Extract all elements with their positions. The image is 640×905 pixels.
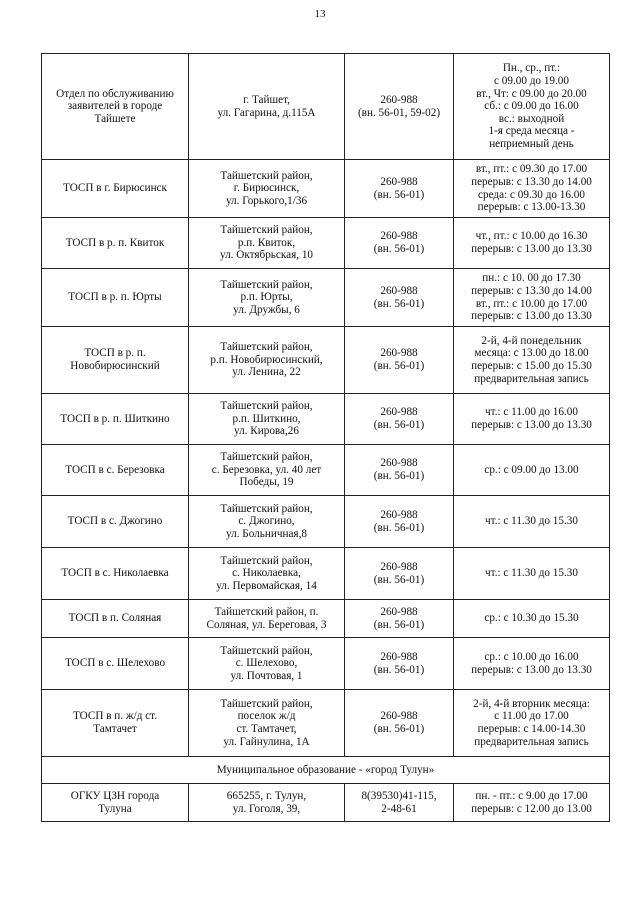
address-cell — [189, 54, 345, 160]
office-name-cell-line: ТОСП в с. Джогино — [67, 515, 163, 528]
office-name-cell — [42, 160, 189, 218]
hours-cell-line: ср.: с 10.00 до 16.00 — [484, 650, 579, 663]
office-name-cell — [42, 394, 189, 445]
hours-cell-line: среда: с 09.30 до 16.00 — [478, 188, 585, 201]
address-cell-line: с. Шелехово, — [235, 657, 298, 670]
address-cell — [189, 600, 345, 638]
phone-cell-line: 260-988 — [380, 93, 418, 106]
phone-cell — [345, 548, 454, 600]
address-cell-line: Тайшетский район, — [220, 169, 313, 182]
phone-cell-line: 260-988 — [380, 230, 418, 243]
office-name-cell-line: ТОСП в р. п. Квиток — [65, 236, 165, 249]
phone-cell — [345, 218, 454, 269]
phone-cell-line: 2-48-61 — [381, 802, 417, 815]
hours-cell-line: с 11.00 до 17.00 — [494, 710, 569, 723]
hours-cell — [454, 394, 610, 445]
table-row — [42, 548, 610, 600]
office-name-cell — [42, 548, 189, 600]
hours-cell — [454, 327, 610, 394]
hours-cell-line: перерыв: с 13.30 до 14.00 — [471, 284, 592, 297]
address-cell-line: ул. Кирова,26 — [234, 425, 299, 438]
address-cell-line: ул. Октябрьская, 10 — [219, 249, 314, 262]
phone-cell — [345, 690, 454, 757]
hours-cell — [454, 160, 610, 218]
office-name-cell — [42, 496, 189, 548]
address-cell — [189, 548, 345, 600]
table-row — [42, 269, 610, 327]
address-cell-line: поселок ж/д — [237, 710, 296, 723]
address-cell-line: Тайшетский район, — [220, 502, 313, 515]
hours-cell-line: ср.: с 09.00 до 13.00 — [484, 463, 579, 476]
hours-cell — [454, 54, 610, 160]
phone-cell-line: 260-988 — [380, 406, 418, 419]
table-row — [42, 638, 610, 690]
address-cell-line: Тайшетский район, — [220, 554, 313, 567]
phone-cell-line: (вн. 56-01) — [373, 573, 425, 586]
hours-cell-line: предварительная запись — [474, 372, 589, 385]
address-cell-line: ул. Горького,1/36 — [225, 194, 308, 207]
office-name-cell — [42, 445, 189, 496]
office-name-cell-line: ТОСП в р. п. Шиткино — [60, 412, 170, 425]
phone-cell-line: 260-988 — [380, 508, 418, 521]
address-cell — [189, 638, 345, 690]
address-cell — [189, 445, 345, 496]
hours-cell-line: вт., пт.: с 09.30 до 17.00 — [475, 163, 588, 176]
office-name-cell-line: ТОСП в п. ж/д ст. — [72, 710, 158, 723]
phone-cell-line: (вн. 56-01) — [373, 360, 425, 372]
hours-cell-line: перерыв: с 15.00 до 15.30 — [471, 360, 592, 372]
office-name-cell-line: Тайшете — [94, 112, 136, 125]
phone-cell — [345, 54, 454, 160]
table-row — [42, 218, 610, 269]
phone-cell-line: 260-988 — [380, 560, 418, 573]
address-cell-line: Тайшетский район, — [220, 278, 313, 291]
office-name-cell — [42, 269, 189, 327]
phone-cell-line: 8(39530)41-115, — [361, 789, 437, 802]
phone-cell-line: (вн. 56-01) — [373, 419, 425, 431]
hours-cell-line: вт., Чт: с 09.00 до 20.00 — [476, 87, 587, 100]
office-name-cell-line: ТОСП в г. Бирюсинск — [63, 182, 167, 195]
table-row — [42, 160, 610, 218]
office-name-cell-line: ТОСП в с. Шелехово — [64, 657, 166, 670]
address-cell-line: р.п. Новобирюсинский, — [210, 353, 323, 366]
address-cell-line: с. Березовка, ул. 40 лет — [211, 463, 322, 476]
office-name-cell-line: ОГКУ ЦЗН города — [70, 789, 160, 802]
phone-cell-line: 260-988 — [380, 175, 418, 188]
phone-cell — [345, 600, 454, 638]
phone-cell-line: 260-988 — [380, 710, 418, 723]
phone-cell-line: 260-988 — [380, 347, 418, 360]
address-cell — [189, 394, 345, 445]
office-name-cell-line: Тамтачет — [93, 723, 137, 735]
address-cell — [189, 496, 345, 548]
hours-cell-line: с 09.00 до 19.00 — [494, 75, 569, 88]
hours-cell-line: перерыв: с 13.00 до 13.30 — [471, 310, 592, 323]
phone-cell-line: (вн. 56-01) — [373, 521, 425, 534]
hours-cell-line: вт., пт.: с 10.00 до 17.00 — [475, 297, 588, 310]
section-header-row — [42, 757, 610, 784]
office-name-cell-line: Тулуна — [98, 802, 132, 815]
hours-cell-line: перерыв: с 13.00 до 13.30 — [471, 243, 592, 255]
table-row — [42, 327, 610, 394]
hours-cell-line: перерыв: с 14.00-14.30 — [477, 723, 586, 735]
address-cell — [189, 269, 345, 327]
hours-cell-line: 2-й, 4-й понедельник — [481, 334, 582, 347]
address-cell-line: Тайшетский район, — [220, 697, 313, 710]
hours-cell-line: 2-й, 4-й вторник месяца: — [473, 697, 590, 710]
office-name-cell — [42, 327, 189, 394]
address-cell-line: ул. Больничная,8 — [226, 527, 307, 540]
phone-cell-line: (вн. 56-01) — [373, 618, 425, 631]
hours-cell-line: чт., пт.: с 10.00 до 16.30 — [475, 230, 588, 243]
hours-cell-line: Пн., ср., пт.: — [502, 62, 561, 75]
address-cell-line: г. Бирюсинск, — [233, 182, 300, 195]
address-cell-line: ул. Гайнулина, 1А — [223, 735, 310, 748]
office-name-cell — [42, 54, 189, 160]
address-cell-line: с. Джогино, — [238, 515, 295, 528]
phone-cell — [345, 394, 454, 445]
address-cell-line: ул. Почтовая, 1 — [230, 669, 303, 682]
phone-cell — [345, 496, 454, 548]
phone-cell-line: (вн. 56-01) — [373, 663, 425, 676]
address-cell-line: Тайшетский район, — [220, 341, 313, 354]
phone-cell-line: (вн. 56-01) — [373, 188, 425, 201]
phone-cell — [345, 638, 454, 690]
address-cell-line: ул. Гоголя, 39, — [232, 802, 301, 815]
address-cell-line: р.п. Квиток, — [237, 236, 296, 249]
phone-cell-line: 260-988 — [380, 605, 418, 618]
table-row — [42, 690, 610, 757]
address-cell — [189, 160, 345, 218]
address-cell — [189, 327, 345, 394]
office-name-cell — [42, 600, 189, 638]
address-cell — [189, 784, 345, 822]
address-cell-line: ул. Первомайская, 14 — [216, 579, 317, 592]
address-cell-line: 665255, г. Тулун, — [226, 789, 307, 802]
hours-cell-line: перерыв: с 13.30 до 14.00 — [471, 175, 592, 188]
address-cell-line: Тайшетский район, — [220, 644, 313, 657]
hours-cell — [454, 690, 610, 757]
address-cell-line: Тайшетский район, — [220, 224, 313, 237]
phone-cell-line: (вн. 56-01) — [373, 243, 425, 255]
hours-cell-line: 1-я среда месяца - — [488, 125, 575, 138]
phone-cell-line: (вн. 56-01, 59-02) — [357, 106, 441, 119]
address-cell-line: ул. Ленина, 22 — [232, 366, 301, 379]
phone-cell-line: 260-988 — [380, 284, 418, 297]
phone-cell — [345, 269, 454, 327]
office-name-cell — [42, 218, 189, 269]
office-name-cell-line: ТОСП в р. п. Юрты — [68, 291, 162, 304]
office-name-cell — [42, 690, 189, 757]
hours-cell — [454, 638, 610, 690]
office-name-cell-line: Новобирюсинский — [70, 360, 160, 372]
hours-cell-line: чт.: с 11.00 до 16.00 — [485, 406, 578, 419]
address-cell-line: ул. Дружбы, 6 — [233, 303, 300, 316]
hours-cell — [454, 269, 610, 327]
office-name-cell — [42, 784, 189, 822]
office-name-cell — [42, 638, 189, 690]
phone-cell — [345, 160, 454, 218]
table-row — [42, 445, 610, 496]
address-cell — [189, 690, 345, 757]
hours-cell-line: перерыв: с 13.00 до 13.30 — [471, 419, 592, 431]
phone-cell — [345, 445, 454, 496]
address-cell-line: ул. Гагарина, д.115А — [217, 106, 316, 119]
table-row — [42, 54, 610, 160]
address-cell-line: Соляная, ул. Береговая, 3 — [206, 618, 327, 631]
table-row — [42, 600, 610, 638]
address-cell-line: Тайшетский район, — [220, 451, 313, 464]
hours-cell-line: сб.: с 09.00 до 16.00 — [484, 100, 579, 113]
address-cell — [189, 218, 345, 269]
hours-cell-line: ср.: с 10.30 до 15.30 — [484, 612, 579, 625]
address-cell-line: р.п. Шиткино, — [232, 412, 301, 425]
phone-cell-line: (вн. 56-01) — [373, 723, 425, 735]
table-row — [42, 394, 610, 445]
hours-cell — [454, 496, 610, 548]
hours-cell-line: предварительная запись — [474, 735, 589, 748]
phone-cell-line: 260-988 — [380, 457, 418, 470]
hours-cell — [454, 445, 610, 496]
hours-cell-line: пн.: с 10. 00 до 17.30 — [482, 272, 581, 285]
phone-cell — [345, 784, 454, 822]
hours-cell-line: перерыв: с 13.00-13.30 — [477, 201, 586, 214]
hours-cell-line: чт.: с 11.30 до 15.30 — [485, 567, 578, 580]
table-row — [42, 496, 610, 548]
office-name-cell-line: Отдел по обслуживанию — [56, 87, 174, 100]
address-cell-line: г. Тайшет, — [243, 93, 290, 106]
hours-cell-line: перерыв: с 13.00 до 13.30 — [471, 663, 592, 676]
phone-cell-line: 260-988 — [380, 650, 418, 663]
address-cell-line: с. Николаевка, — [232, 567, 301, 580]
hours-cell — [454, 784, 610, 822]
hours-cell-line: вс.: выходной — [498, 112, 565, 125]
page-number: 13 — [314, 8, 326, 20]
hours-cell — [454, 218, 610, 269]
address-cell-line: Победы, 19 — [239, 476, 294, 489]
hours-cell-line: месяца: с 13.00 до 18.00 — [474, 347, 589, 360]
hours-cell — [454, 600, 610, 638]
address-cell-line: Тайшетский район, — [220, 400, 313, 413]
hours-cell-line: неприемный день — [489, 137, 574, 150]
hours-cell-line: перерыв: с 12.00 до 13.00 — [471, 802, 592, 815]
offices-table — [41, 53, 610, 822]
office-name-cell-line: ТОСП в с. Николаевка — [61, 567, 169, 580]
office-name-cell-line: ТОСП в р. п. — [84, 347, 146, 360]
phone-cell — [345, 327, 454, 394]
hours-cell-line: пн. - пт.: с 9.00 до 17.00 — [475, 789, 588, 802]
office-name-cell-line: заявителей в городе — [67, 100, 163, 113]
address-cell-line: ст. Тамтачет, — [236, 723, 297, 735]
section-header: Муниципальное образование - «город Тулун» — [42, 757, 610, 784]
table-row — [42, 784, 610, 822]
address-cell-line: Тайшетский район, п. — [214, 605, 319, 618]
phone-cell-line: (вн. 56-01) — [373, 297, 425, 310]
phone-cell-line: (вн. 56-01) — [373, 470, 425, 482]
address-cell-line: р.п. Юрты, — [240, 291, 293, 304]
hours-cell-line: чт.: с 11.30 до 15.30 — [485, 515, 578, 528]
office-name-cell-line: ТОСП в п. Соляная — [68, 612, 162, 625]
hours-cell — [454, 548, 610, 600]
office-name-cell-line: ТОСП в с. Березовка — [65, 463, 165, 476]
